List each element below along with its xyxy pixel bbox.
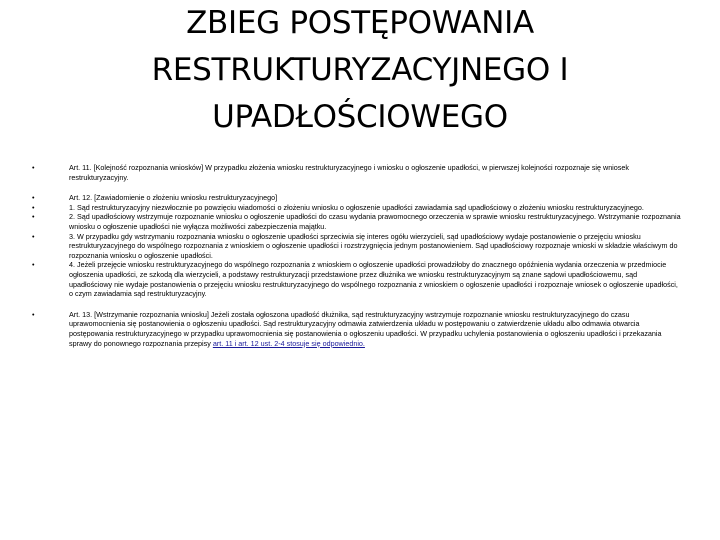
list-item-art13 — [32, 310, 682, 348]
bullet-icon: • — [32, 309, 35, 319]
content-list — [32, 163, 682, 348]
bullet-icon: • — [32, 163, 35, 172]
bullet-icon: • — [32, 212, 35, 222]
art12-p3: 3. W przypadku gdy wstrzymaniu rozpoznania wniosku o ogłoszenie upadłości sprzeciwia się interes ogółu wierzycieli, sąd upadłościowy wydaje postanowienie o przejęciu wniosku restrukturyzacyjnego do wspólnego rozpoznania z wnioskiem o ogłoszenie upadłości i rozstrzygnięcia jednym postanowieniem. Sąd upadłościowy rozpoznaje wnioski w składzie właściwym do rozpoznania wniosku o ogłoszenie upadłości. — [69, 231, 678, 260]
title-line-3: UPADŁOŚCIOWEGO — [212, 99, 508, 135]
bullet-icon: • — [32, 231, 35, 241]
title-line-2: RESTRUKTURYZACYJNEGO I — [151, 52, 569, 88]
art12-p4: 4. Jeżeli przejęcie wniosku restrukturyzacyjnego do wspólnego rozpoznania z wnioskiem o ogłoszenie upadłości prowadziłoby do znacznego opóźnienia wydania orzeczenia w przedmiocie ogłoszenia upadłości, ze szkodą dla wierzycieli, a podstawy restrukturyzacji przedstawione przez dłużnika we wniosku restrukturyzacyjnym są znane sądowi upadłościowemu, sąd upadłościowy nie wydaje postanowienia o przejęciu wniosku restrukturyzacyjnego do wspólnego rozpoznania z wnioskiem o ogłoszenie upadłości i rozpoznaje wniosek o ogłoszenie upadłości, o czym zawiadamia sąd restrukturyzacyjny. — [69, 260, 678, 299]
art11-text: Art. 11. [Kolejność rozpoznania wniosków] W przypadku złożenia wniosku restrukturyzacyjnego i wniosku o ogłoszenie upadłości, w pierwszej kolejności rozpoznaje się wniosek restrukturyzacyjny. — [69, 163, 629, 182]
bullet-icon: • — [32, 260, 35, 270]
list-item-art12-p4 — [32, 260, 682, 298]
title-line-1: ZBIEG POSTĘPOWANIA — [186, 5, 534, 41]
list-item-art12-p2 — [32, 212, 682, 231]
art12-p1: 1. Sąd restrukturyzacyjny niezwłocznie po powzięciu wiadomości o złożeniu wniosku o ogłoszenie upadłości zawiadamia sąd upadłościowy o złożeniu wniosku restrukturyzacyjnego. — [69, 202, 644, 212]
bullet-icon: • — [32, 202, 35, 212]
page-title — [60, 0, 660, 141]
art13-text: Art. 13. [Wstrzymanie rozpoznania wniosku] Jeżeli została ogłoszona upadłość dłużnika, sąd restrukturyzacyjny wstrzymuje rozpoznanie wniosku restrukturyzacyjnego do czasu uprawomocnienia się postanowienia o ogłoszeniu upadłości. Sąd restrukturyzacyjny odmawia zatwierdzenia układu w postępowaniu o zatwierdzenie układu albo odmawia otwarcia postępowania restrukturyzacyjnego w przypadku uprawomocnienia się postanowienia o ogłoszeniu upadłości. W przypadku uchylenia postanowienia o ogłoszeniu upadłości i przekazania sprawy do ponownego rozpoznania przepisy — [69, 309, 662, 348]
list-item-art12-heading — [32, 193, 682, 203]
art13-link[interactable]: art. 11 i art. 12 ust. 2-4 stosuje się odpowiednio. — [212, 338, 365, 348]
art12-p2: 2. Sąd upadłościowy wstrzymuje rozpoznanie wniosku o ogłoszenie upadłości do czasu wydania prawomocnego orzeczenia w sprawie wniosku restrukturyzacyjnego. Wstrzymanie rozpoznania wniosku o ogłoszenie upadłości nie wyłącza możliwości zabezpieczenia majątku. — [69, 212, 681, 231]
bullet-icon: • — [32, 193, 35, 203]
list-item-art12-p1 — [32, 203, 682, 213]
list-item-art12-p3 — [32, 232, 682, 261]
list-item-art11 — [32, 163, 682, 182]
art12-heading: Art. 12. [Zawiadomienie o złożeniu wniosku restrukturyzacyjnego] — [69, 193, 278, 203]
